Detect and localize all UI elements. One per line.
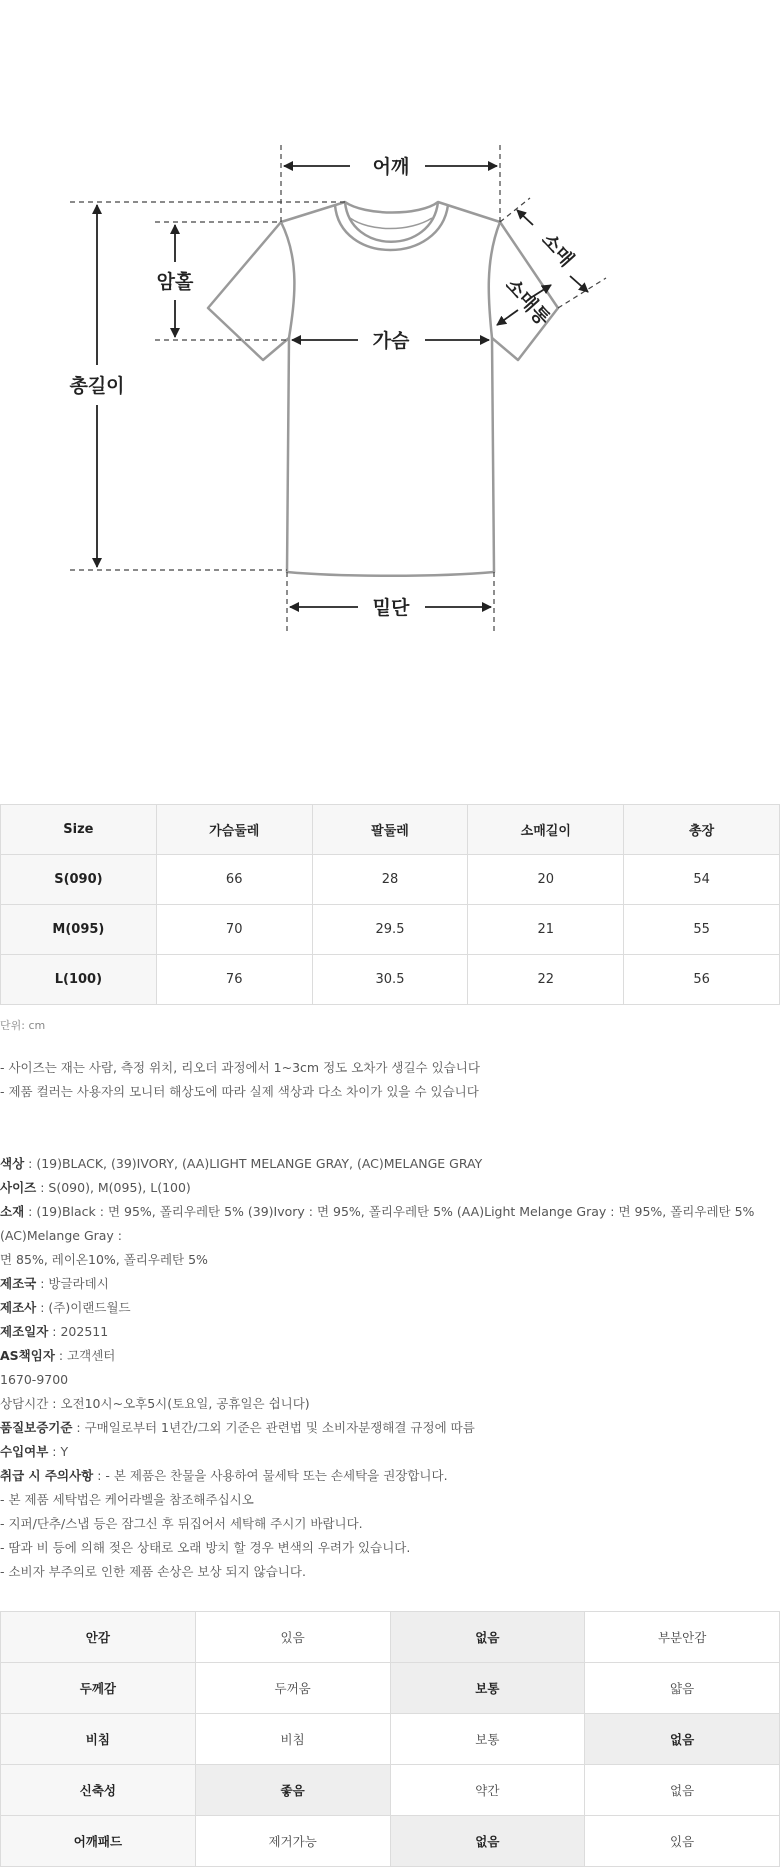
unit-note: 단위: cm <box>0 1019 46 1032</box>
sleeve-width-label: 소매통 <box>500 274 555 330</box>
value-cell: 76 <box>156 955 312 1005</box>
size-table <box>0 804 780 1005</box>
size-notes <box>0 1056 480 1104</box>
sleeve-label: 소매 <box>536 228 578 271</box>
value-cell: 29.5 <box>312 905 468 955</box>
attribute-name: 비침 <box>1 1714 196 1765</box>
header-cell: 총장 <box>624 805 780 855</box>
attribute-option: 보통 <box>390 1714 585 1765</box>
total-length-label: 총길이 <box>69 375 125 397</box>
attribute-row <box>1 1612 780 1663</box>
spec-hours: 상담시간 : 오전10시~오후5시(토요일, 공휴일은 쉽니다) <box>0 1396 310 1411</box>
sleeve-arrow-bottom <box>570 276 588 292</box>
attribute-option: 없음 <box>585 1765 780 1816</box>
spec-material: 소재 : (19)Black : 면 95%, 폴리우레탄 5% (39)Ivory : 면 95%, 폴리우레탄 5% (AA)Light Melange Gray : 면 95%, 폴리우레탄 5% (AC)Melange Gray : <box>0 1204 755 1243</box>
spec-color: 색상 : (19)BLACK, (39)IVORY, (AA)LIGHT MELANGE GRAY, (AC)MELANGE GRAY <box>0 1156 483 1171</box>
table-row <box>1 955 780 1005</box>
spec-origin: 제조국 : 방글라데시 <box>0 1276 109 1291</box>
sleeve-width-arrow-bottom <box>497 310 518 325</box>
attribute-option: 있음 <box>585 1816 780 1867</box>
spec-care: 취급 시 주의사항 : - 본 제품은 찬물을 사용하여 물세탁 또는 손세탁을 권장합니다. <box>0 1468 448 1483</box>
attribute-name: 신축성 <box>1 1765 196 1816</box>
spec-size: 사이즈 : S(090), M(095), L(100) <box>0 1180 191 1195</box>
attribute-row <box>1 1765 780 1816</box>
value-cell: 21 <box>468 905 624 955</box>
size-cell: L(100) <box>1 955 157 1005</box>
care-line: - 본 제품 세탁법은 케어라벨을 참조해주십시오 <box>0 1492 254 1507</box>
size-table-header <box>1 805 780 855</box>
value-cell: 20 <box>468 855 624 905</box>
attribute-option: 없음 <box>390 1816 585 1867</box>
attribute-option: 약간 <box>390 1765 585 1816</box>
product-specs <box>0 1152 780 1584</box>
header-cell: 가슴둘레 <box>156 805 312 855</box>
value-cell: 55 <box>624 905 780 955</box>
hem-label: 밑단 <box>372 597 410 619</box>
note-line: - 제품 컬러는 사용자의 모니터 해상도에 따라 실제 색상과 다소 차이가 있을 수 있습니다 <box>0 1084 479 1099</box>
header-cell: 소매길이 <box>468 805 624 855</box>
spec-phone: 1670-9700 <box>0 1372 69 1387</box>
spec-as: AS책임자 : 고객센터 <box>0 1348 116 1363</box>
attribute-option: 좋음 <box>195 1765 390 1816</box>
spec-material-cont: 면 85%, 레이온10%, 폴리우레탄 5% <box>0 1252 208 1267</box>
spec-import: 수입여부 : Y <box>0 1444 69 1459</box>
attribute-option: 부분안감 <box>585 1612 780 1663</box>
header-cell: 팔둘레 <box>312 805 468 855</box>
size-cell: M(095) <box>1 905 157 955</box>
measure-arrows <box>97 166 588 607</box>
attribute-option: 제거가능 <box>195 1816 390 1867</box>
attribute-option: 보통 <box>390 1663 585 1714</box>
attribute-row <box>1 1816 780 1867</box>
size-cell: S(090) <box>1 855 157 905</box>
value-cell: 66 <box>156 855 312 905</box>
value-cell: 28 <box>312 855 468 905</box>
attribute-name: 어깨패드 <box>1 1816 196 1867</box>
care-line: - 땀과 비 등에 의해 젖은 상태로 오래 방치 할 경우 변색의 우려가 있습니다. <box>0 1540 411 1555</box>
value-cell: 30.5 <box>312 955 468 1005</box>
attribute-name: 안감 <box>1 1612 196 1663</box>
care-line: - 소비자 부주의로 인한 제품 손상은 보상 되지 않습니다. <box>0 1564 306 1579</box>
spec-date: 제조일자 : 202511 <box>0 1324 109 1339</box>
value-cell: 56 <box>624 955 780 1005</box>
tshirt-illustration <box>208 202 558 576</box>
attribute-option: 두꺼움 <box>195 1663 390 1714</box>
value-cell: 22 <box>468 955 624 1005</box>
attribute-row <box>1 1714 780 1765</box>
attribute-option: 없음 <box>390 1612 585 1663</box>
attribute-table <box>0 1611 780 1867</box>
sleeve-arrow-top <box>517 210 533 225</box>
note-line: - 사이즈는 재는 사람, 측정 위치, 리오더 과정에서 1~3cm 정도 오차가 생길수 있습니다 <box>0 1060 480 1075</box>
spec-warranty: 품질보증기준 : 구매일로부터 1년간/그외 기준은 관련법 및 소비자분쟁해결 규정에 따름 <box>0 1420 475 1435</box>
attribute-option: 비침 <box>195 1714 390 1765</box>
care-line: - 지퍼/단추/스냅 등은 잠그신 후 뒤집어서 세탁해 주시기 바랍니다. <box>0 1516 363 1531</box>
shoulder-label: 어깨 <box>372 156 410 178</box>
header-cell: Size <box>1 805 157 855</box>
value-cell: 70 <box>156 905 312 955</box>
spec-maker: 제조사 : (주)이랜드월드 <box>0 1300 131 1315</box>
attribute-option: 없음 <box>585 1714 780 1765</box>
attribute-option: 얇음 <box>585 1663 780 1714</box>
attribute-row <box>1 1663 780 1714</box>
chest-label: 가슴 <box>372 330 410 352</box>
value-cell: 54 <box>624 855 780 905</box>
table-row <box>1 855 780 905</box>
size-diagram <box>0 0 780 700</box>
armhole-label: 암홀 <box>156 271 194 293</box>
attribute-name: 두께감 <box>1 1663 196 1714</box>
attribute-option: 있음 <box>195 1612 390 1663</box>
table-row <box>1 905 780 955</box>
